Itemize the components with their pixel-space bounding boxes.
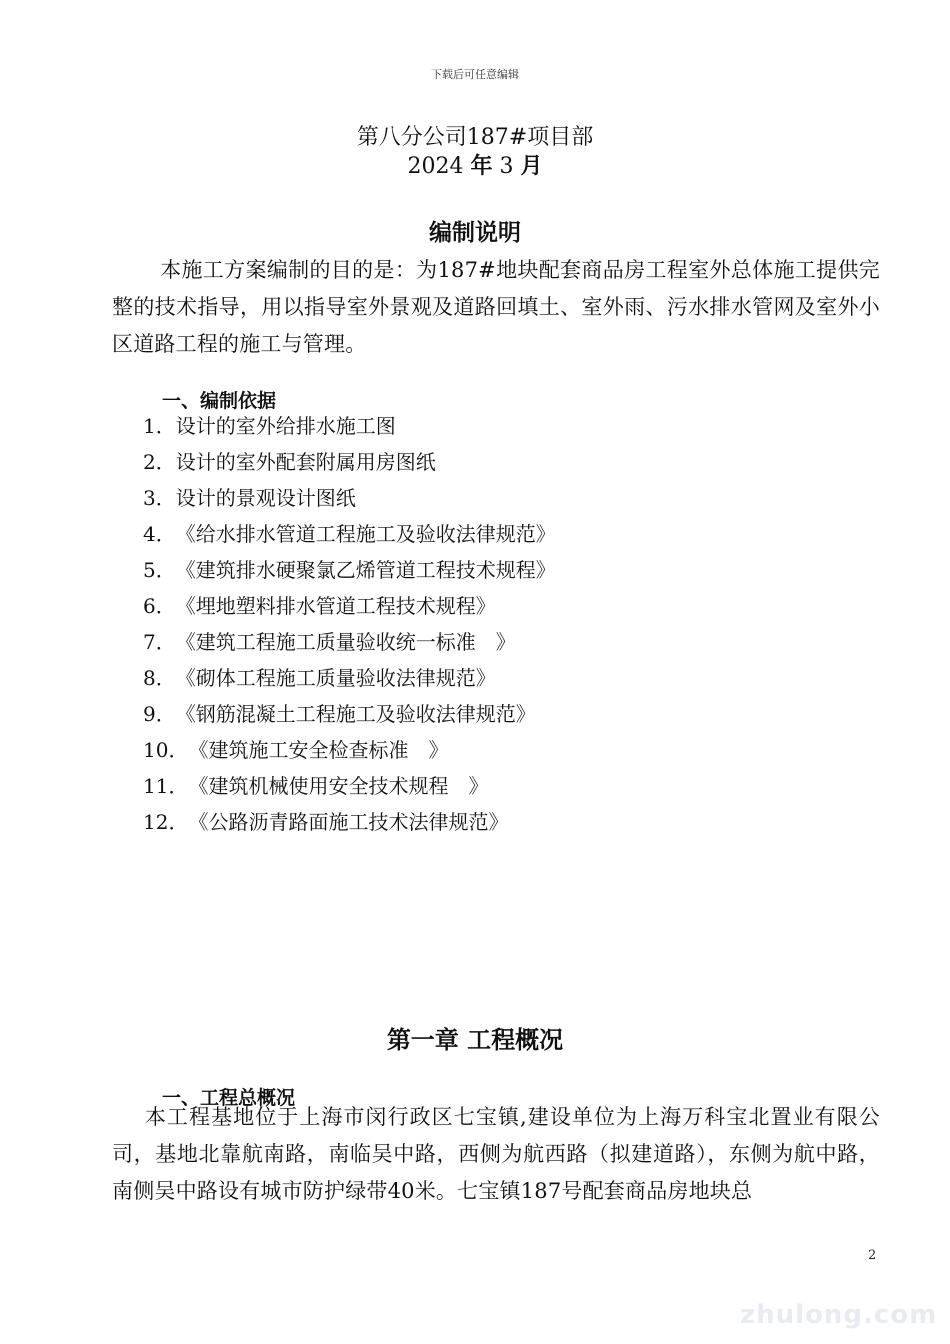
date-year: 2024 (407, 154, 464, 179)
list-item-number: 4． (143, 522, 176, 546)
list-item-text: 《钢筋混凝土工程施工及验收法律规范》 (175, 702, 536, 726)
list-item-number: 11． (143, 774, 189, 798)
list-item-number: 7． (143, 630, 176, 654)
list-item (143, 696, 556, 732)
list-item (143, 408, 556, 444)
overview-heading: 一、工程总概况 (162, 1087, 296, 1109)
list-item (143, 588, 556, 624)
document-date (0, 152, 950, 181)
date-month-char: 月 (520, 153, 543, 179)
list-item-number: 3． (143, 486, 176, 510)
list-item (143, 768, 556, 804)
page-number: 2 (868, 1248, 877, 1263)
basis-heading: 一、编制依据 (162, 390, 277, 412)
chapter-title: 第一章 工程概况 (386, 1026, 564, 1054)
intro-paragraph (112, 252, 880, 363)
overview-paragraph-text: 本工程基地位于上海市闵行政区七宝镇,建设单位为上海万科宝北置业有限公司，基地北靠航南路，南临吴中路，西侧为航西路（拟建道路），东侧为航中路，南侧吴中路设有城市防护绿带40米。七宝镇187号配套商品房地块总 (112, 1105, 880, 1203)
list-item (143, 516, 556, 552)
intro-paragraph-text: 本施工方案编制的目的是：为187#地块配套商品房工程室外总体施工提供完整的技术指导，用以指导室外景观及道路回填土、室外雨、污水排水管网及室外小区道路工程的施工与管理。 (112, 258, 880, 356)
watermark: zhulong.com (740, 1300, 938, 1330)
list-item-text: 《建筑排水硬聚氯乙烯管道工程技术规程》 (175, 558, 556, 582)
list-item (143, 552, 556, 588)
list-item-text: 《建筑施工安全检查标准 》 (188, 738, 449, 762)
date-month: 3 (499, 154, 514, 179)
list-item (143, 804, 556, 840)
intro-title: 编制说明 (429, 220, 521, 246)
list-item-number: 2． (143, 450, 176, 474)
list-item-text: 《砌体工程施工质量验收法律规范》 (175, 666, 496, 690)
list-item (143, 660, 556, 696)
list-item (143, 732, 556, 768)
header-note: 下载后可任意编辑 (431, 68, 519, 81)
list-item-number: 9． (143, 702, 176, 726)
list-item-text: 《给水排水管道工程施工及验收法律规范》 (175, 522, 556, 546)
list-item-text: 《建筑机械使用安全技术规程 》 (188, 774, 489, 798)
list-item-text: 设计的室外配套附属用房图纸 (175, 450, 436, 474)
list-item (143, 444, 556, 480)
list-item-text: 设计的景观设计图纸 (175, 486, 356, 510)
date-year-char: 年 (470, 153, 493, 179)
list-item-number: 12． (143, 810, 189, 834)
company-name: 第八分公司187#项目部 (356, 125, 594, 150)
list-item-number: 6． (143, 594, 176, 618)
list-item-text: 《埋地塑料排水管道工程技术规程》 (175, 594, 496, 618)
list-item-number: 1． (143, 414, 176, 438)
list-item (143, 624, 556, 660)
list-item-text: 《建筑工程施工质量验收统一标准 》 (175, 630, 516, 654)
list-item (143, 480, 556, 516)
list-item-text: 《公路沥青路面施工技术法律规范》 (188, 810, 509, 834)
basis-list (143, 408, 556, 840)
list-item-number: 5． (143, 558, 176, 582)
list-item-number: 10． (143, 738, 189, 762)
overview-paragraph (112, 1099, 880, 1210)
list-item-number: 8． (143, 666, 176, 690)
list-item-text: 设计的室外给排水施工图 (175, 414, 396, 438)
